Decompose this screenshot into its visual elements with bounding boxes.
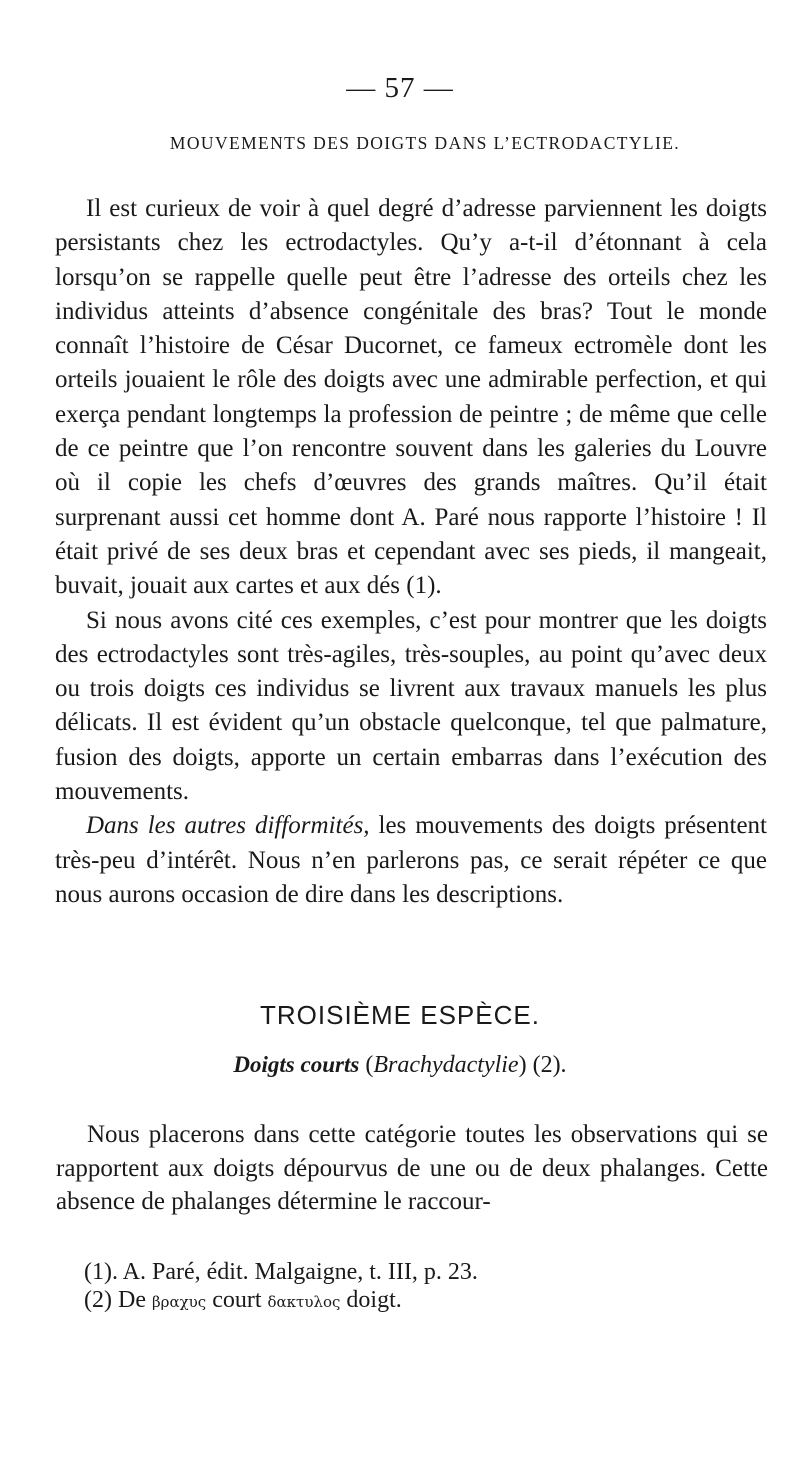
paragraph-4: Nous placerons dans cette catégorie toutes les observations qui se rapportent aux doigts dépourvus de une ou de deux phalanges. Cette absence de phalanges détermine le raccour-: [56, 1121, 768, 1215]
subtitle-paren-open: (: [359, 1052, 374, 1078]
footnote-2-greek-1: βραχυς: [151, 1293, 207, 1311]
paragraph-2: Si nous avons cité ces exemples, c’est pour montrer que les doigts des ectrodactyles sont très-agiles, très-souples, au point qu’avec deux ou trois doigts ces individus se livrent aux travaux manuels les plus délicats. Il est évident qu’un obstacle quelconque, tel que palmature, fusion des doigts, apporte un certain embarras dans l’exécution des mouvements.: [55, 606, 767, 806]
section-subtitle: [0, 1052, 800, 1079]
body-text: [55, 192, 767, 912]
footnote-2-suffix: doigt.: [340, 1287, 402, 1313]
body-text-section: [56, 1118, 768, 1219]
paragraph-3-italic-lead: Dans les autres difformités,: [86, 812, 370, 840]
footnote-1: (1). A. Paré, édit. Malgaigne, t. III, p. 23.: [84, 1259, 478, 1285]
subtitle-italic: Brachydactylie: [373, 1052, 519, 1078]
section-title: TROISIÈME ESPÈCE.: [260, 1000, 540, 1030]
paragraph-3-rest: les mouvements des doigts présentent très-peu d’intérêt. Nous n’en parlerons pas, ce serait répéter ce que nous aurons occasion de dire dans les descriptions.: [55, 812, 767, 908]
footnote-2-prefix: (2) De: [84, 1287, 152, 1313]
subtitle-gothic: Doigts courts: [233, 1052, 360, 1077]
paragraph-1: Il est curieux de voir à quel degré d’adresse parviennent les doigts persistants chez les ectrodactyles. Qu’y a-t-il d’étonnant à cela lorsqu’on se rappelle quelle peut être l’adresse des orteils chez les individus atteints d’absence congénitale des bras? Tout le monde connaît l’histoire de César Ducornet, ce fameux ectromèle dont les orteils jouaient le rôle des doigts avec une admirable perfection, et qui exerça pendant longtemps la profession de peintre ; de même que celle de ce peintre que l’on rencontre souvent dans les galeries du Louvre où il copie les chefs d’œuvres des grands maîtres. Qu’il était surprenant aussi cet homme dont A. Paré nous rapporte l’histoire ! Il était privé de ses deux bras et cependant avec ses pieds, il mangeait, buvait, jouait aux cartes et aux dés (1).: [55, 195, 767, 600]
footnotes: [84, 1258, 764, 1316]
paragraph-3: [55, 809, 767, 912]
footnote-2-greek-2: δακτυλος: [267, 1293, 341, 1311]
footnote-2-mid: court: [206, 1287, 268, 1313]
page-number: — 57 —: [346, 72, 454, 104]
running-head: MOUVEMENTS DES DOIGTS DANS L’ECTRODACTYLIE.: [169, 133, 681, 153]
footnote-2: [84, 1286, 764, 1316]
subtitle-paren-close: ) (2).: [518, 1052, 567, 1078]
